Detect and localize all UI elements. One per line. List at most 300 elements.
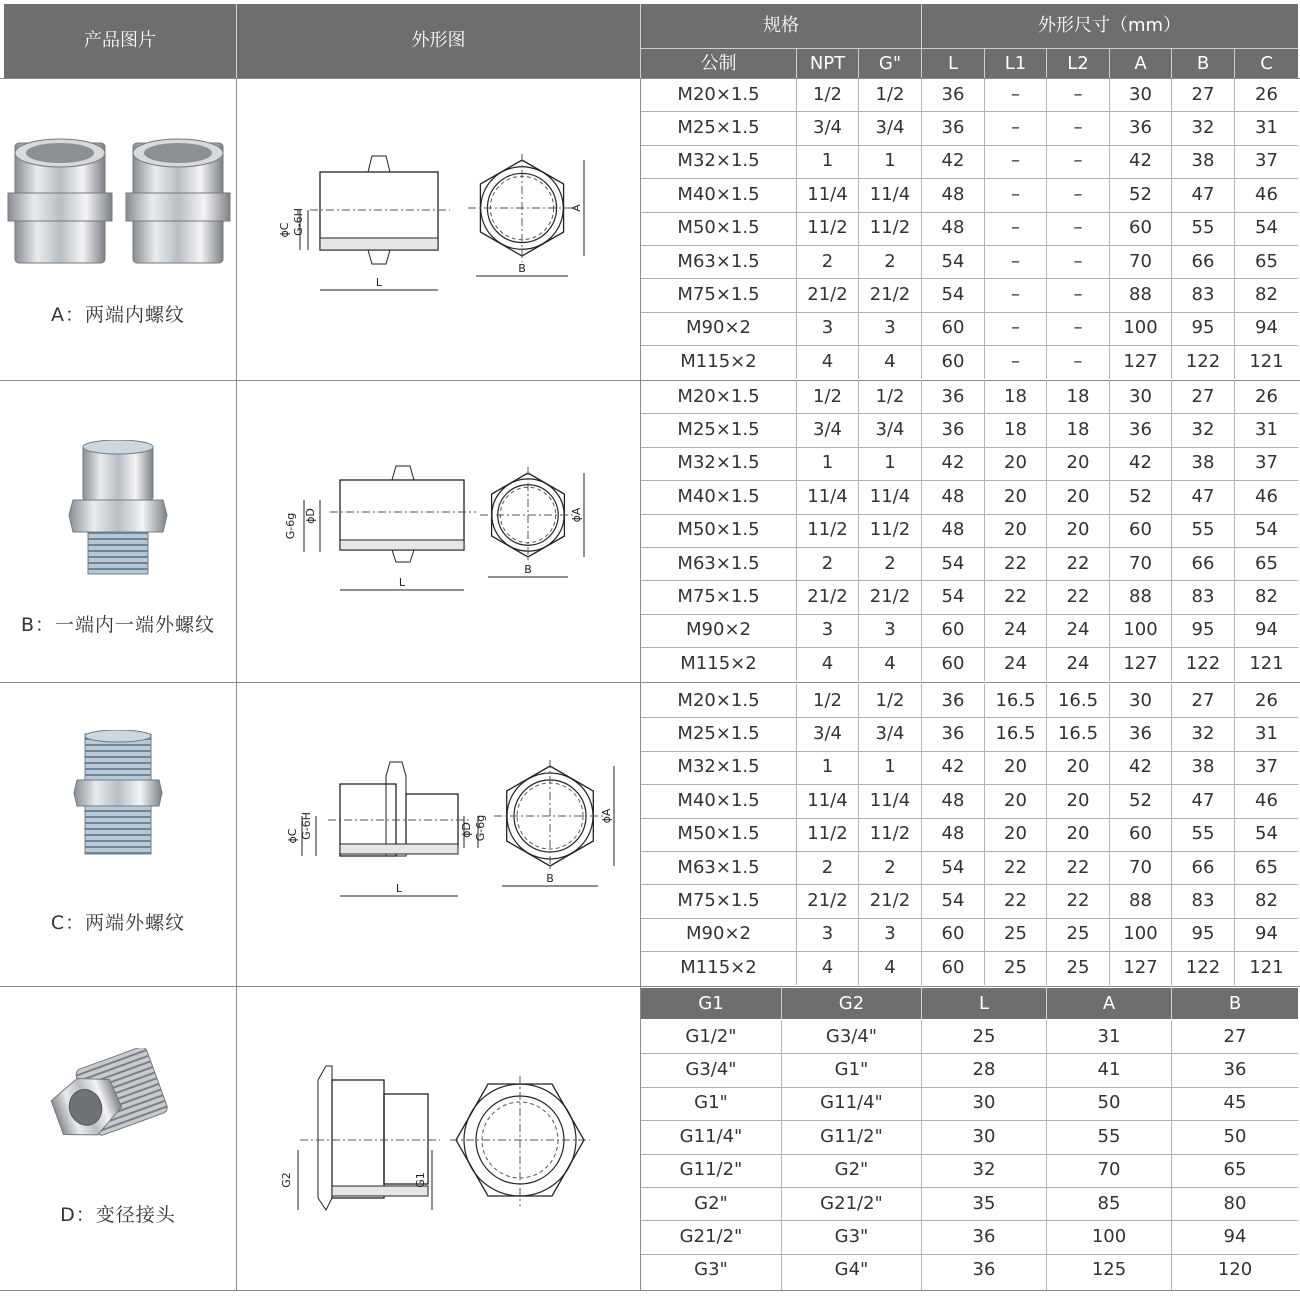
table-cell: 11/4 [869,485,911,507]
table-cell: 1 [821,150,834,172]
column-divider [1109,78,1110,379]
row-divider [640,1254,1298,1255]
table-cell: 21/2 [869,586,911,608]
table-cell: 22 [1066,552,1090,574]
table-cell: 3/4 [875,723,905,745]
table-cell: 32 [1191,117,1215,139]
table-cell: 65 [1255,856,1278,878]
table-cell: 1/2 [813,83,842,105]
table-cell: 85 [1097,1192,1121,1214]
drawing-label: ϕD [304,508,317,524]
table-cell: 27 [1223,1025,1247,1047]
table-cell: 121 [1249,652,1284,674]
header-outline-drawing: 外形图 [237,4,640,78]
table-cell: M115×2 [680,350,757,372]
table-cell: 27 [1191,83,1215,105]
row-divider [640,851,1298,852]
table-cell: G11/2" [679,1159,743,1181]
table-cell: 11/4 [869,789,911,811]
row-divider [640,1053,1298,1054]
table-cell: 3/4 [875,117,905,139]
drawing-label: G-6H [292,208,305,236]
table-cell: 21/2 [807,284,848,306]
table-cell: M63×1.5 [677,250,760,272]
table-cell: 83 [1191,586,1215,608]
table-cell: 54 [941,552,965,574]
table-cell: M115×2 [680,652,757,674]
column-divider [1171,988,1172,1019]
header-col-npt: NPT [797,49,858,78]
row-divider [640,212,1298,213]
table-cell: 100 [1123,923,1158,945]
section-label: A：两端内螺纹 [51,304,185,326]
column-divider [858,380,859,681]
table-cell: – [1011,317,1020,339]
table-cell: 2 [884,250,896,272]
column-divider [984,78,985,379]
table-cell: 100 [1123,619,1158,641]
table-cell: 48 [941,485,965,507]
table-cell: 120 [1217,1259,1253,1281]
table-cell: 65 [1223,1159,1247,1181]
table-cell: 11/4 [807,789,848,811]
table-cell: 21/2 [869,890,911,912]
row-divider [640,1187,1298,1188]
table-cell: 36 [941,689,965,711]
table-cell: 121 [1249,956,1284,978]
table-cell: 60 [941,350,965,372]
drawing-label: ϕD [460,822,473,838]
table-cell: 48 [941,519,965,541]
table-cell: 28 [972,1059,996,1081]
table-cell: 94 [1255,619,1278,641]
table-cell: 20 [1066,756,1090,778]
table-cell: 54 [941,284,965,306]
table-cell: 54 [941,856,965,878]
column-divider [1109,380,1110,681]
table-cell: 38 [1191,452,1215,474]
table-cell: 54 [1255,519,1278,541]
table-cell: 20 [1066,789,1090,811]
section-label: C：两端外螺纹 [50,912,186,934]
table-cell: – [1073,117,1083,139]
column-divider [858,78,859,379]
drawing-label: ϕC [286,828,299,844]
column-divider [858,48,859,78]
table-cell: 11/4 [807,485,848,507]
table-cell: 21/2 [807,890,848,912]
table-cell: 82 [1255,890,1278,912]
table-cell: 4 [884,956,896,978]
table-cell: 22 [1004,890,1027,912]
table-cell: – [1073,317,1083,339]
table-cell: M25×1.5 [677,419,760,441]
table-cell: 70 [1097,1159,1121,1181]
table-cell: – [1011,350,1020,372]
table-cell: 54 [941,250,965,272]
header-dimensions: 外形尺寸（mm） [921,4,1298,48]
table-cell: M63×1.5 [677,552,760,574]
table-cell: G1" [834,1059,869,1081]
table-cell: 22 [1066,586,1090,608]
table-cell: 20 [1066,823,1090,845]
row-divider [640,647,1298,648]
table-cell: 26 [1255,83,1278,105]
table-cell: M50×1.5 [677,519,760,541]
table-cell: 21/2 [807,586,848,608]
column-divider [1171,684,1172,985]
table-cell: 18 [1066,385,1090,407]
table-cell: 2 [821,552,834,574]
table-cell: 41 [1097,1059,1121,1081]
table-cell: G4" [834,1259,869,1281]
row-divider [640,614,1298,615]
drawing-label: G2 [280,1172,293,1188]
table-cell: 60 [1129,217,1152,239]
table-cell: 32 [1191,419,1215,441]
table-cell: 20 [1004,452,1027,474]
outline-drawing-d [240,1060,600,1230]
column-divider [984,380,985,681]
column-divider [781,1020,782,1290]
table-cell: 122 [1185,652,1221,674]
drawing-label: G-6g [474,814,487,842]
table-cell: 42 [1129,150,1152,172]
section-label: D：变径接头 [60,1204,176,1226]
table-cell: 48 [941,217,965,239]
table-cell: M115×2 [680,956,757,978]
table-cell: 38 [1191,150,1215,172]
table-cell: 30 [972,1125,996,1147]
table-cell: 36 [1129,723,1152,745]
table-cell: 65 [1255,250,1278,272]
table-cell: 1 [821,452,834,474]
table-cell: 42 [941,756,965,778]
table-cell: 26 [1255,385,1278,407]
table-cell: 11/2 [869,217,911,239]
table-cell: 22 [1004,552,1027,574]
table-cell: M32×1.5 [677,452,760,474]
column-divider [984,684,985,985]
table-cell: 1/2 [813,689,842,711]
column-divider [1234,684,1235,985]
table-cell: 22 [1066,890,1090,912]
table-cell: 11/2 [807,217,848,239]
table-cell: 36 [1129,117,1152,139]
table-cell: 25 [1004,956,1027,978]
table-cell: 82 [1255,586,1278,608]
table-cell: – [1073,350,1083,372]
table-cell: 20 [1004,789,1027,811]
table-cell: M40×1.5 [677,485,760,507]
column-divider [1234,380,1235,681]
table-cell: 66 [1191,552,1215,574]
table-cell: 42 [1129,452,1152,474]
table-cell: 83 [1191,284,1215,306]
table-cell: 18 [1066,419,1090,441]
drawing-label: L [398,576,406,589]
row-divider [640,245,1298,246]
table-cell: G3" [834,1226,869,1248]
row-divider [0,986,1300,987]
table-cell: 25 [1004,923,1027,945]
table-cell: M63×1.5 [677,856,760,878]
row-divider [640,345,1298,346]
table-cell: 3/4 [813,419,842,441]
table-cell: – [1011,183,1020,205]
table-cell: M25×1.5 [677,723,760,745]
row-divider [641,48,1298,49]
table-cell: 31 [1097,1025,1121,1047]
table-cell: 52 [1129,183,1152,205]
column-divider [1046,988,1047,1019]
table-cell: 1 [884,150,896,172]
row-divider [640,145,1298,146]
table-cell: 70 [1129,856,1152,878]
table-cell: – [1073,250,1083,272]
table-cell: 1 [884,756,896,778]
table-cell: 36 [972,1259,996,1281]
table-cell: 30 [972,1092,996,1114]
row-divider [640,413,1298,414]
table-cell: 27 [1191,689,1215,711]
header-col-l1: L1 [985,49,1046,78]
table-cell: 31 [1255,419,1278,441]
table-cell: – [1073,150,1083,172]
table-cell: 30 [1129,83,1152,105]
outline-drawing-a [260,150,620,320]
column-divider [1046,78,1047,379]
header-col-c: C [1235,49,1298,78]
table-cell: 60 [941,317,965,339]
table-cell: 60 [941,619,965,641]
table-cell: 50 [1097,1092,1121,1114]
row-divider [0,78,1300,79]
table-cell: – [1073,183,1083,205]
column-divider [640,4,641,78]
outline-drawing-b [240,460,600,630]
table-cell: 3 [821,317,834,339]
table-cell: 121 [1249,350,1284,372]
product-photo-b [63,440,173,580]
table-cell: 1/2 [813,385,842,407]
table-cell: 24 [1004,652,1027,674]
table-cell: 94 [1255,923,1278,945]
table-cell: 22 [1004,586,1027,608]
table-cell: 31 [1255,723,1278,745]
table-cell: 3 [821,923,834,945]
table-cell: 47 [1191,789,1215,811]
column-divider [921,4,922,78]
table-cell: 55 [1097,1125,1121,1147]
drawing-label: G-6H [300,812,313,840]
table-cell: 70 [1129,552,1152,574]
table-cell: 26 [1255,689,1278,711]
table-cell: 30 [1129,689,1152,711]
drawing-label: A [570,204,583,212]
table-cell: 3 [821,619,834,641]
table-cell: 11/2 [869,823,911,845]
header-spec: 规格 [641,4,921,48]
table-cell: M20×1.5 [677,689,760,711]
table-cell: 55 [1191,519,1215,541]
product-photo-c [73,730,163,860]
table-cell: – [1011,117,1020,139]
table-cell: M40×1.5 [677,789,760,811]
table-cell: 95 [1191,923,1215,945]
table-cell: G3" [694,1259,728,1281]
table-cell: 11/2 [869,519,911,541]
table-cell: 37 [1255,150,1278,172]
table-cell: 25 [1066,923,1090,945]
table-cell: 11/2 [807,823,848,845]
table-cell: G1/2" [685,1025,737,1047]
table-cell: 47 [1191,183,1215,205]
table-cell: 127 [1123,350,1158,372]
table-cell: M90×2 [686,619,751,641]
table-cell: 36 [1129,419,1152,441]
table-cell: 55 [1191,823,1215,845]
table-cell: 70 [1129,250,1152,272]
table-cell: 60 [941,956,965,978]
table-cell: 4 [884,652,896,674]
table-cell: 94 [1255,317,1278,339]
table-cell: M75×1.5 [677,890,760,912]
column-divider [984,48,985,78]
row-divider [640,312,1298,313]
column-divider [1171,1020,1172,1290]
table-cell: 1/2 [875,385,905,407]
drawing-label: L [375,276,383,289]
column-divider [1171,48,1172,78]
row-divider [640,278,1298,279]
table-cell: M75×1.5 [677,284,760,306]
table-cell: M20×1.5 [677,385,760,407]
table-cell: 20 [1066,519,1090,541]
column-divider [1109,48,1110,78]
row-divider [0,682,1300,683]
column-divider [1171,78,1172,379]
table-cell: G1" [694,1092,728,1114]
table-cell: 3/4 [813,117,842,139]
drawing-label: B [524,563,532,576]
table-cell: 3 [884,317,896,339]
table-cell: G21/2" [820,1192,883,1214]
table-cell: 47 [1191,485,1215,507]
column-divider [1046,380,1047,681]
table-cell: 100 [1091,1226,1127,1248]
table-cell: 16.5 [1057,723,1099,745]
table-cell: 24 [1066,652,1090,674]
column-divider [236,4,237,78]
table-cell: 88 [1129,284,1152,306]
table-cell: 48 [941,789,965,811]
row-divider [640,918,1298,919]
product-photo-d [48,1048,188,1158]
table-cell: 127 [1123,652,1158,674]
table-cell: – [1073,83,1083,105]
table-cell: 48 [941,823,965,845]
header-col-g: G" [859,49,921,78]
product-photo-a [0,138,240,273]
column-divider [921,380,922,681]
table-cell: G2" [834,1159,869,1181]
table-cell: 27 [1191,385,1215,407]
table-cell: 36 [941,723,965,745]
table-cell: 2 [821,856,834,878]
table-cell: 11/2 [807,519,848,541]
header-col-a: A [1110,49,1171,78]
row-divider [640,447,1298,448]
table-cell: 4 [821,956,834,978]
table-cell: 48 [941,183,965,205]
table-cell: 3 [884,923,896,945]
subtable-header-b: B [1172,988,1298,1019]
column-divider [921,684,922,985]
subtable-header-a: A [1047,988,1171,1019]
table-cell: 35 [972,1192,996,1214]
row-divider [640,111,1298,112]
table-cell: 54 [941,890,965,912]
table-cell: G3/4" [685,1059,737,1081]
table-cell: 20 [1066,452,1090,474]
header-col-l2: L2 [1047,49,1109,78]
column-divider [796,78,797,379]
table-cell: 94 [1223,1226,1247,1248]
table-cell: 36 [972,1226,996,1248]
table-cell: G21/2" [679,1226,743,1248]
table-cell: 54 [941,586,965,608]
table-cell: 54 [1255,217,1278,239]
drawing-label: G-6g [284,512,297,540]
header-col-metric: 公制 [641,49,796,78]
row-divider [640,1154,1298,1155]
header-col-b: B [1172,49,1234,78]
header-product-image: 产品图片 [4,4,236,78]
table-cell: 52 [1129,485,1152,507]
table-cell: 65 [1255,552,1278,574]
table-cell: 36 [941,83,965,105]
table-cell: 20 [1004,823,1027,845]
table-cell: M20×1.5 [677,83,760,105]
row-divider [640,580,1298,581]
table-cell: 82 [1255,284,1278,306]
table-cell: 32 [972,1159,996,1181]
drawing-label: B [518,262,526,275]
column-divider [921,78,922,379]
table-cell: 36 [1223,1059,1247,1081]
table-cell: 1 [884,452,896,474]
column-divider [1234,48,1235,78]
table-cell: M90×2 [686,317,751,339]
table-cell: 2 [821,250,834,272]
table-cell: 52 [1129,789,1152,811]
table-cell: 2 [884,552,896,574]
table-cell: 20 [1004,756,1027,778]
table-cell: 1 [821,756,834,778]
table-cell: 24 [1066,619,1090,641]
table-cell: 95 [1191,317,1215,339]
table-cell: 50 [1223,1125,1247,1147]
subtable-header-l: L [922,988,1046,1019]
table-cell: G11/2" [820,1125,883,1147]
row-divider [640,951,1298,952]
table-cell: 88 [1129,890,1152,912]
column-divider [1046,48,1047,78]
table-cell: 25 [1066,956,1090,978]
table-cell: 60 [1129,823,1152,845]
table-cell: 3/4 [875,419,905,441]
